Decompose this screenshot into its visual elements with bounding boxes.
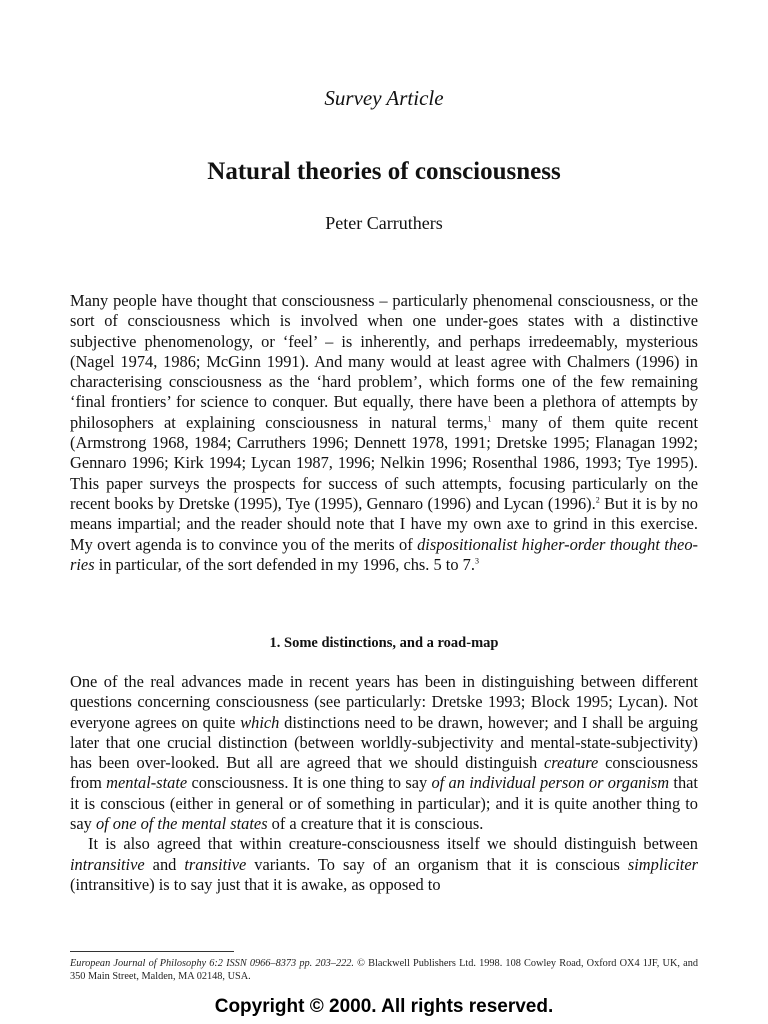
emphasis-creature: creature (543, 753, 599, 773)
section-text: It is also agreed that within creature-consciousness itself we should distinguish between (88, 834, 698, 854)
footnote-ref-1: 1 (487, 414, 492, 424)
copyright-notice: Copyright © 2000. All rights reserved. (214, 996, 554, 1017)
intro-paragraph (70, 291, 698, 575)
emphasis-individual: of an individual person or organism (431, 773, 670, 793)
publisher-info: © Blackwell Publishers Ltd. 1998. 108 Cowley Road, Oxford OX4 1JF, UK, and 350 Main Street, Malden, MA 02148, USA. (70, 958, 698, 982)
intro-text-2: many of them quite recent (Armstrong 1968, 1984; Carruthers 1996; Dennett 1978, 1991; Dretske 1995; Flanagan 1992; Gennaro 1996; Kirk 1994; Lycan 1987, 1996; Nelkin 1996; Rosenthal 1986, 1993; Tye 1995). This paper surveys the prospects for success of such attempts, focusing particularly on the recent books by Dretske (1995), Tye (1995), Gennaro (1996) and Lycan (1996). (70, 412, 699, 513)
emphasis-mental-state: mental-state (106, 773, 188, 793)
section-text: consciousness from (70, 753, 698, 793)
footnote-ref-3: 3 (474, 556, 479, 566)
intro-text-4: in particular, of the sort defended in my 1996, chs. 5 to 7. (94, 554, 475, 574)
journal-citation: European Journal of Philosophy 6:2 ISSN 0966–8373 pp. 203–222. (70, 958, 354, 969)
section-body (70, 672, 698, 895)
emphasis-mental-states: of one of the mental states (95, 814, 268, 834)
intro-emphasis: dispositionalist higher-order thought theo-ries (70, 534, 698, 574)
section-text: of a creature that it is conscious. (267, 814, 484, 834)
article-author: Peter Carruthers (325, 213, 443, 233)
publication-footnote (70, 958, 698, 983)
intro-paragraph-text (70, 291, 698, 575)
section-paragraph-1 (70, 672, 698, 834)
section-text: consciousness. It is one thing to say (187, 773, 432, 793)
section-text: and (144, 854, 185, 874)
emphasis-simpliciter: simpliciter (627, 854, 698, 874)
intro-text-3: But it is by no means impartial; and the reader should note that I have my own axe to grind in this exercise. My overt agenda is to convince you of the merits of (70, 493, 698, 554)
article-kicker: Survey Article (324, 86, 444, 110)
intro-text-1: Many people have thought that consciousness – particularly phenomenal consciousness, or the sort of consciousness which is involved when one under-goes states with a distinctive subjective phenomenology, or ‘feel’ – is inherently, and perhaps irredeemably, mysterious (Nagel 1974, 1986; McGinn 1991). And many would at least agree with Chalmers (1996) in characterising consciousness as the ‘hard problem’, which forms one of the few remaining ‘final frontiers’ for science to conquer. But equally, there have been a plethora of attempts by philosophers at explaining consciousness in natural terms, (70, 291, 698, 432)
emphasis-transitive: transitive (184, 854, 247, 874)
section-text: that it is conscious (either in general or of something in particular); and it is quite another thing to say (70, 773, 698, 834)
section-heading: 1. Some distinctions, and a road-map (269, 635, 499, 651)
emphasis-which: which (240, 712, 280, 732)
emphasis-intransitive: intransitive (70, 854, 145, 874)
footnote-divider (70, 951, 234, 952)
section-text: distinctions need to be drawn, however; and I shall be arguing later that one crucial distinction (between worldly-subjectivity and mental-state-subjectivity) has been over-looked. But all are agreed that we should distinguish (70, 712, 699, 773)
section-paragraph-2 (70, 834, 698, 895)
article-title: Natural theories of consciousness (207, 158, 561, 185)
section-text: variants. To say of an organism that it is conscious (246, 854, 628, 874)
section-text: One of the real advances made in recent years has been in distinguishing between different questions concerning consciousness (see particularly: Dretske 1993; Block 1995; Lycan). Not everyone agrees on quite (70, 672, 698, 732)
section-text: (intransitive) is to say just that it is awake, as opposed to (70, 874, 441, 894)
footnote-ref-2: 2 (595, 495, 600, 505)
